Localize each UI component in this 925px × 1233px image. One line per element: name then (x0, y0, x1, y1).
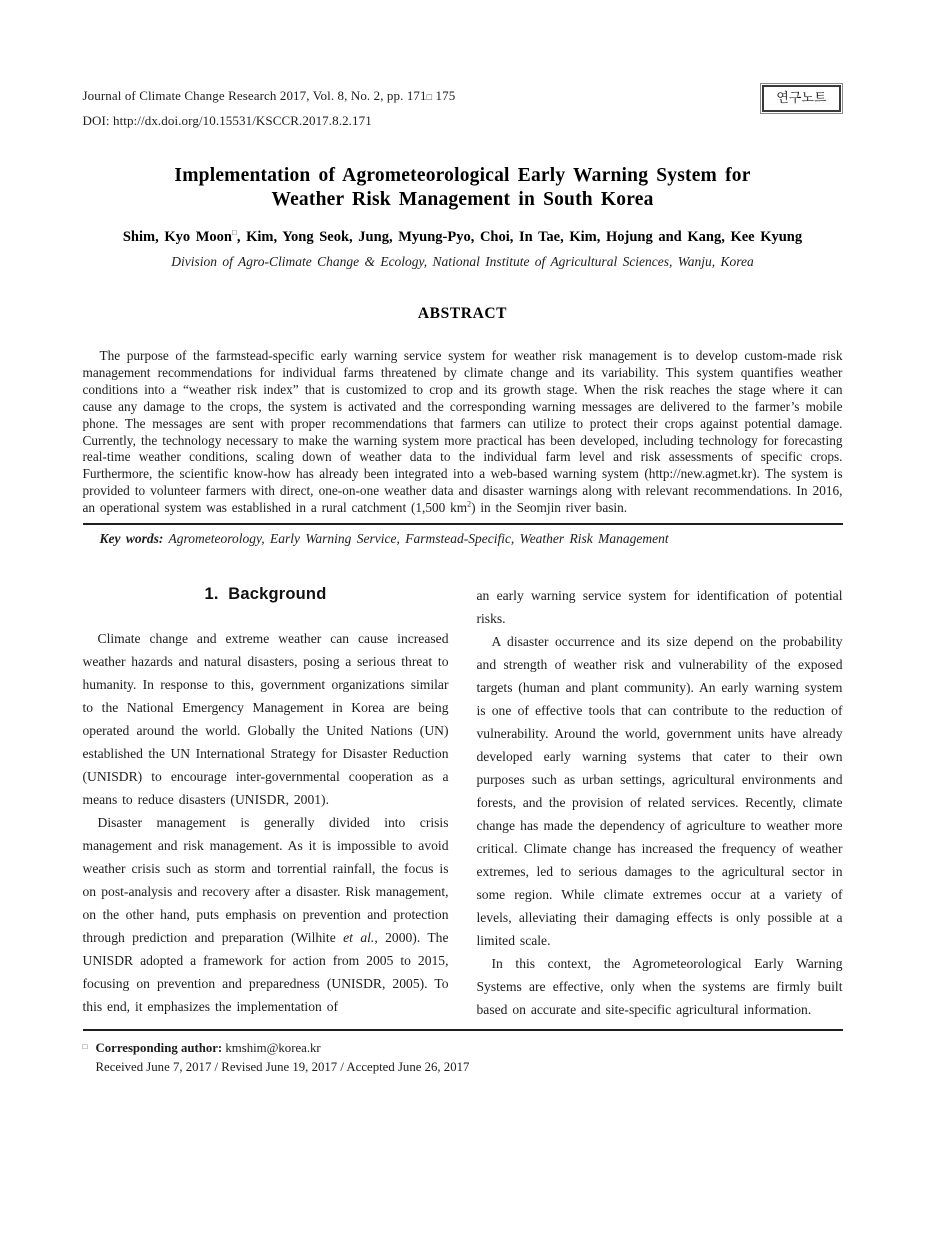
paper-title-line2: Weather Risk Management in South Korea (271, 189, 654, 210)
footnote-divider-rule (83, 1029, 843, 1031)
right-column (477, 584, 843, 1021)
authors-line: Shim, Kyo Moon□, Kim, Yong Seok, Jung, Myung-Pyo, Choi, In Tae, Kim, Hojung and Kang, Kee Kyung (122, 228, 803, 245)
paper-title-line1: Implementation of Agrometeorological Early Warning System for (174, 165, 751, 186)
keywords-divider-rule (83, 523, 843, 525)
affiliation-line: Division of Agro-Climate Change & Ecology, National Institute of Agricultural Sciences, Wanju, Korea (171, 254, 754, 269)
footnote (83, 1039, 843, 1077)
footnote-mark: □ (82, 1042, 88, 1052)
paper-page (83, 0, 843, 1077)
body-paragraph: In this context, the Agrometeorological Early Warning Systems are effective, only when the systems are firmly built based on accurate and site-specific agricultural information. (476, 956, 843, 1018)
abstract-body: The purpose of the farmstead-specific early warning service system for weather risk management is to develop custom-made risk management recommendations for individual farms threatened by climate change and its variability. This system quantifies weather conditions into a “weather risk index” that is customized to crop and its growth stage. When the risk reaches the stage where it can cause any damage to the crops, the system is activated and the corresponding warning messages are delivered to the farmer’s mobile phone. The messages are sent with proper recommendations that farmers can utilize to protect their crops against potential damage. Currently, the technology necessary to make the warning system more practical has been developed, including technology for forecasting real-time weather conditions, scaling down of weather data to the individual farm level and risk assessments of specific crops. Furthermore, the scientific know-how has already been integrated into a web-based warning system (http://new.agmet.kr). The system is provided to volunteer farmers with direct, one-on-one weather data and disaster warnings along with relevant recommendations. In 2016, an operational system was established in a rural catchment (1,500 $km^2$) in the Seomjin river basin. (82, 348, 843, 516)
section-heading-background: 1. Background (204, 585, 327, 604)
body-paragraph: Climate change and extreme weather can cause increased weather hazards and natural disasters, posing a serious threat to humanity. In response to this, government organizations similar to the National Emergency Management in Korea are being operated around the world. Globally the United Nations (UN) established the UN International Strategy for Disaster Reduction (UNISDR) to encourage inter-governmental cooperation as a means to reduce disasters (UNISDR, 2001). (82, 631, 449, 808)
masthead-text (83, 84, 456, 132)
received-dates-line: Received June 7, 2017 / Revised June 19, 2017 / Accepted June 26, 2017 (95, 1060, 470, 1075)
body-paragraph: Disaster management is generally divided into crisis management and risk management. As it is impossible to avoid weather crisis such as storm and torrential rainfall, the focus is on post-analysis and recovery after a disaster. Risk management, on the other hand, puts emphasis on prevention and protection through prediction and preparation (Wilhite et al., 2000). The UNISDR adopted a framework for action from 2005 to 2015, focusing on prevention and preparedness (UNISDR, 2005). To this end, it emphasizes the implementation of (82, 815, 449, 1015)
body-columns (83, 584, 843, 1021)
abstract-heading: ABSTRACT (417, 305, 508, 322)
paper-title (83, 164, 843, 212)
article-type-badge: 연구노트 (762, 85, 840, 112)
keywords-line: Key words: Agrometeorology, Early Warning Service, Farmstead-Specific, Weather Risk Management (99, 531, 669, 547)
corresponding-author-line: Corresponding author: kmshim@korea.kr (95, 1041, 321, 1056)
masthead (83, 84, 843, 132)
journal-citation-line: Journal of Climate Change Research 2017, Vol. 8, No. 2, pp. 171□ 175 (82, 88, 456, 103)
left-column (83, 584, 449, 1021)
body-paragraph: A disaster occurrence and its size depend on the probability and strength of weather risk and vulnerability of the exposed targets (human and plant community). An early warning system is one of effective tools that can contribute to the reduction of vulnerability. Around the world, government units have already developed early warning systems that cater to their own purposes such as urban settings, agricultural environments and forests, and the provision of related services. Recently, climate change has made the dependency of agriculture to weather more critical. Climate change has increased the frequency of weather extremes, led to serious damages to the agricultural sector in some region. While climate extremes occur at a variety of levels, alleviating their damaging effects is only possible at a limited scale. (476, 634, 843, 949)
body-paragraph: an early warning service system for identification of potential risks. (476, 588, 843, 627)
doi-line: DOI: http://dx.doi.org/10.15531/KSCCR.2017.8.2.171 (82, 113, 372, 128)
